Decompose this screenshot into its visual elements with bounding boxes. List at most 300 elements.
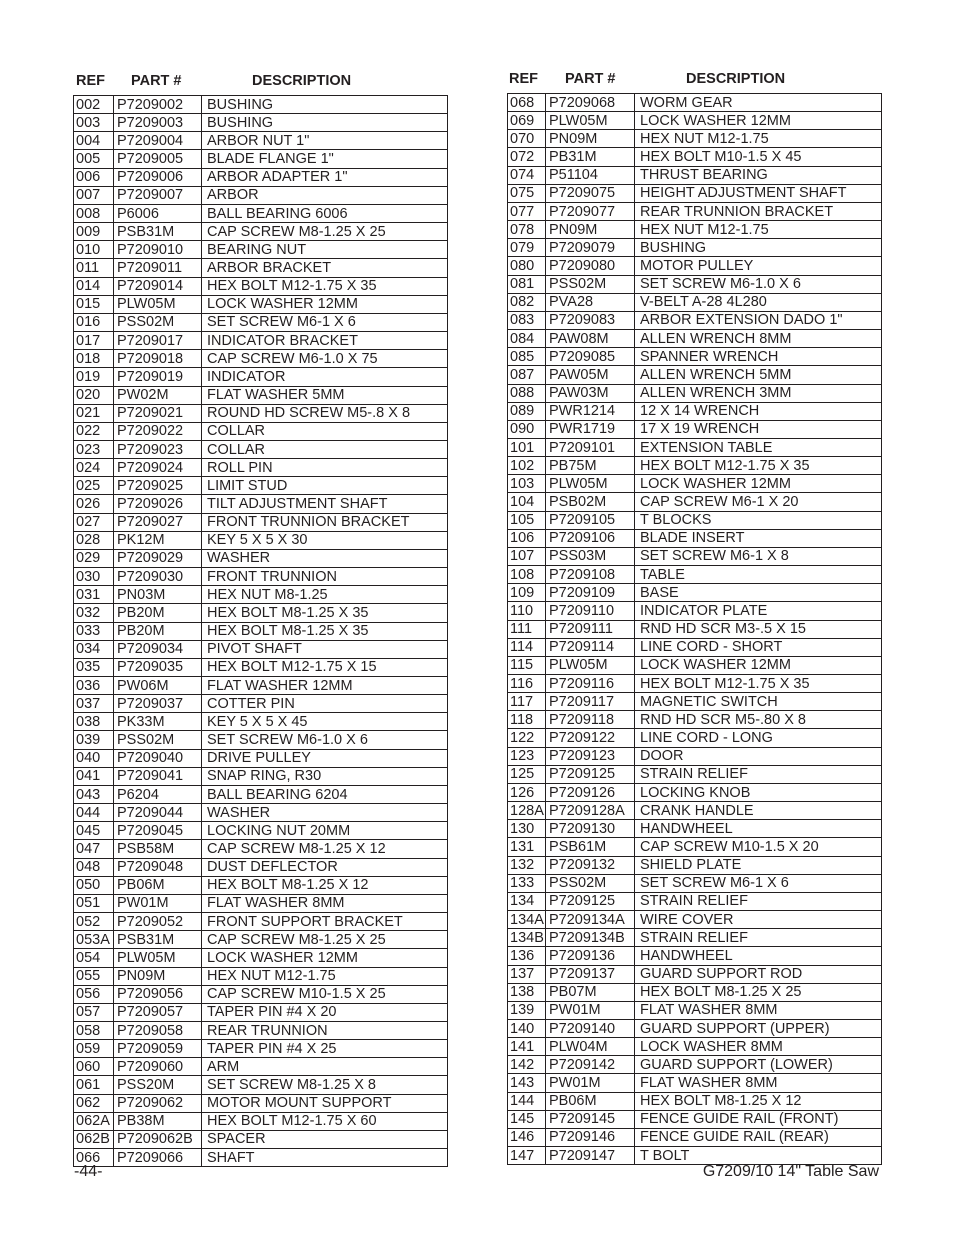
description-cell: RND HD SCR M3-.5 X 15 xyxy=(635,620,882,638)
ref-cell: 128A xyxy=(510,802,544,819)
table-row xyxy=(508,184,882,202)
description-cell: HEX NUT M12-1.75 xyxy=(635,221,882,239)
description-cell: TILT ADJUSTMENT SHAFT xyxy=(202,495,448,513)
table-row xyxy=(74,695,448,713)
part-number-cell: P7209052 xyxy=(114,913,202,931)
ref-cell: 136 xyxy=(510,947,535,964)
ref-cell: 147 xyxy=(510,1147,535,1164)
description-cell: HEIGHT ADJUSTMENT SHAFT xyxy=(635,184,882,202)
ref-cell: 055 xyxy=(76,968,101,985)
description-cell: BLADE FLANGE 1" xyxy=(202,150,448,168)
ref-cell: 108 xyxy=(510,566,535,583)
table-row xyxy=(508,148,882,166)
ref-cell: 132 xyxy=(510,857,535,874)
table-row xyxy=(74,531,448,549)
table-row xyxy=(74,658,448,676)
ref-cell: 144 xyxy=(510,1093,535,1110)
table-row xyxy=(508,1147,882,1165)
ref-cell: 145 xyxy=(510,1111,535,1128)
table-row xyxy=(508,983,882,1001)
page-number: -44- xyxy=(74,1163,103,1180)
ref-cell: 045 xyxy=(76,822,101,839)
description-cell: LINE CORD - LONG xyxy=(635,729,882,747)
description-cell: HEX BOLT M8-1.25 X 35 xyxy=(202,622,448,640)
part-number-cell: P7209080 xyxy=(546,257,635,275)
table-row xyxy=(508,511,882,529)
ref-cell: 060 xyxy=(76,1058,101,1075)
ref-cell: 115 xyxy=(510,657,534,674)
description-cell: HEX BOLT M12-1.75 X 35 xyxy=(635,675,882,693)
description-cell: HEX BOLT M8-1.25 X 12 xyxy=(202,876,448,894)
part-number-cell: P7209007 xyxy=(114,186,202,204)
part-number-cell: P7209132 xyxy=(546,856,635,874)
part-number-cell: P7209019 xyxy=(114,368,202,386)
table-row xyxy=(508,947,882,965)
part-number-cell: P7209056 xyxy=(114,985,202,1003)
part-number-cell: P7209060 xyxy=(114,1058,202,1076)
table-row xyxy=(74,368,448,386)
parts-table-left xyxy=(73,95,448,1167)
description-cell: FRONT TRUNNION xyxy=(202,568,448,586)
ref-cell: 085 xyxy=(510,348,535,365)
table-row xyxy=(508,493,882,511)
part-number-cell: P7209023 xyxy=(114,440,202,458)
part-number-cell: P7209034 xyxy=(114,640,202,658)
table-row xyxy=(508,166,882,184)
description-cell: SET SCREW M6-1 X 6 xyxy=(202,313,448,331)
description-cell: ARM xyxy=(202,1058,448,1076)
description-cell: TAPER PIN #4 X 20 xyxy=(202,1003,448,1021)
description-cell: SPACER xyxy=(202,1130,448,1148)
part-number-cell: P7209017 xyxy=(114,332,202,350)
ref-cell: 142 xyxy=(510,1056,535,1073)
part-number-cell: PLW05M xyxy=(546,112,635,130)
part-number-cell: P7209005 xyxy=(114,150,202,168)
description-cell: FLAT WASHER 8MM xyxy=(635,1001,882,1019)
ref-cell: 068 xyxy=(510,94,535,111)
ref-cell: 020 xyxy=(76,387,101,404)
ref-cell: 059 xyxy=(76,1040,101,1057)
description-cell: HEX NUT M12-1.75 xyxy=(202,967,448,985)
table-row xyxy=(508,675,882,693)
table-row xyxy=(74,332,448,350)
table-row xyxy=(74,459,448,477)
description-cell: SNAP RING, R30 xyxy=(202,767,448,785)
description-cell: LOCK WASHER 12MM xyxy=(202,949,448,967)
part-number-cell: P7209044 xyxy=(114,804,202,822)
description-cell: WIRE COVER xyxy=(635,911,882,929)
part-number-cell: PSS02M xyxy=(546,874,635,892)
part-number-cell: P7209140 xyxy=(546,1019,635,1037)
description-cell: HEX BOLT M8-1.25 X 12 xyxy=(635,1092,882,1110)
description-cell: ROUND HD SCREW M5-.8 X 8 xyxy=(202,404,448,422)
ref-cell: 018 xyxy=(76,350,101,367)
description-cell: SPANNER WRENCH xyxy=(635,348,882,366)
ref-cell: 058 xyxy=(76,1022,101,1039)
table-row xyxy=(508,1074,882,1092)
ref-cell: 103 xyxy=(510,475,535,492)
description-cell: THRUST BEARING xyxy=(635,166,882,184)
table-row xyxy=(74,295,448,313)
part-number-cell: P7209057 xyxy=(114,1003,202,1021)
table-row xyxy=(508,838,882,856)
description-cell: 12 X 14 WRENCH xyxy=(635,402,882,420)
table-row xyxy=(508,366,882,384)
description-cell: CAP SCREW M8-1.25 X 12 xyxy=(202,840,448,858)
description-cell: BUSHING xyxy=(202,114,448,132)
table-row xyxy=(74,186,448,204)
ref-cell: 037 xyxy=(76,695,101,712)
table-row xyxy=(508,293,882,311)
table-row xyxy=(508,275,882,293)
description-cell: SET SCREW M6-1.0 X 6 xyxy=(202,731,448,749)
table-row xyxy=(74,1040,448,1058)
ref-cell: 066 xyxy=(76,1149,101,1166)
parts-list-left xyxy=(73,73,448,1167)
part-number-cell: P6006 xyxy=(114,204,202,222)
table-row xyxy=(74,967,448,985)
ref-cell: 126 xyxy=(510,784,535,801)
description-cell: COLLAR xyxy=(202,440,448,458)
ref-cell: 143 xyxy=(510,1075,535,1092)
ref-cell: 133 xyxy=(510,875,535,892)
table-row xyxy=(74,876,448,894)
table-row xyxy=(508,802,882,820)
part-number-cell: PSB31M xyxy=(114,223,202,241)
ref-cell: 061 xyxy=(76,1077,101,1094)
ref-header: REF xyxy=(76,73,105,89)
table-row xyxy=(74,586,448,604)
description-cell: CAP SCREW M8-1.25 X 25 xyxy=(202,223,448,241)
table-row xyxy=(74,568,448,586)
part-number-cell: PSB61M xyxy=(546,838,635,856)
table-row xyxy=(508,475,882,493)
table-row xyxy=(74,495,448,513)
description-cell: TABLE xyxy=(635,566,882,584)
description-cell: KEY 5 X 5 X 45 xyxy=(202,713,448,731)
part-number-cell: P7209116 xyxy=(546,675,635,693)
description-cell: EXTENSION TABLE xyxy=(635,438,882,456)
table-row xyxy=(74,713,448,731)
part-number-header: PART # xyxy=(131,73,182,89)
part-number-cell: P7209025 xyxy=(114,477,202,495)
ref-cell: 036 xyxy=(76,677,101,694)
part-number-cell: P7209024 xyxy=(114,459,202,477)
ref-cell: 082 xyxy=(510,294,535,311)
description-cell: ARBOR EXTENSION DADO 1" xyxy=(635,311,882,329)
ref-cell: 087 xyxy=(510,366,535,383)
part-number-cell: PWR1719 xyxy=(546,420,635,438)
part-number-cell: P7209021 xyxy=(114,404,202,422)
part-number-cell: P7209026 xyxy=(114,495,202,513)
part-number-cell: P7209077 xyxy=(546,202,635,220)
description-cell: STRAIN RELIEF xyxy=(635,929,882,947)
description-cell: MOTOR PULLEY xyxy=(635,257,882,275)
table-row xyxy=(74,949,448,967)
part-number-cell: P7209134A xyxy=(546,911,635,929)
part-number-cell: PSS03M xyxy=(546,547,635,565)
description-cell: T BLOCKS xyxy=(635,511,882,529)
description-cell: HEX BOLT M8-1.25 X 25 xyxy=(635,983,882,1001)
description-cell: CAP SCREW M6-1 X 20 xyxy=(635,493,882,511)
table-row xyxy=(74,259,448,277)
description-cell: SHIELD PLATE xyxy=(635,856,882,874)
table-row xyxy=(508,257,882,275)
description-cell: DRIVE PULLEY xyxy=(202,749,448,767)
description-cell: LIMIT STUD xyxy=(202,477,448,495)
part-number-cell: PB06M xyxy=(114,876,202,894)
table-row xyxy=(508,239,882,257)
description-cell: BASE xyxy=(635,584,882,602)
part-number-cell: PAW03M xyxy=(546,384,635,402)
table-row xyxy=(508,602,882,620)
description-cell: FLAT WASHER 8MM xyxy=(202,894,448,912)
part-number-cell: P7209011 xyxy=(114,259,202,277)
description-header: DESCRIPTION xyxy=(252,73,352,89)
table-row xyxy=(508,1001,882,1019)
table-row xyxy=(508,892,882,910)
ref-cell: 088 xyxy=(510,385,535,402)
part-number-cell: P7209125 xyxy=(546,765,635,783)
part-number-cell: PN03M xyxy=(114,586,202,604)
table-row xyxy=(74,622,448,640)
ref-cell: 123 xyxy=(510,748,535,765)
ref-cell: 090 xyxy=(510,421,535,438)
ref-cell: 138 xyxy=(510,984,535,1001)
table-row xyxy=(508,384,882,402)
table-row xyxy=(74,1112,448,1130)
ref-cell: 078 xyxy=(510,221,535,238)
ref-cell: 102 xyxy=(510,457,535,474)
part-number-cell: P7209118 xyxy=(546,711,635,729)
table-row xyxy=(508,911,882,929)
description-cell: CAP SCREW M6-1.0 X 75 xyxy=(202,350,448,368)
ref-cell: 035 xyxy=(76,659,101,676)
description-cell: RND HD SCR M5-.80 X 8 xyxy=(635,711,882,729)
table-row xyxy=(74,404,448,422)
ref-cell: 134A xyxy=(510,911,544,928)
ref-cell: 006 xyxy=(76,169,101,186)
part-number-cell: PB31M xyxy=(546,148,635,166)
description-cell: INDICATOR xyxy=(202,368,448,386)
part-number-cell: P7209128A xyxy=(546,802,635,820)
description-cell: ARBOR NUT 1" xyxy=(202,132,448,150)
ref-cell: 002 xyxy=(76,96,101,113)
table-row xyxy=(508,620,882,638)
table-row xyxy=(74,549,448,567)
description-cell: STRAIN RELIEF xyxy=(635,765,882,783)
part-number-cell: P7209145 xyxy=(546,1110,635,1128)
description-cell: BUSHING xyxy=(202,96,448,114)
ref-cell: 122 xyxy=(510,730,535,747)
description-cell: ROLL PIN xyxy=(202,459,448,477)
part-number-cell: P7209048 xyxy=(114,858,202,876)
table-row xyxy=(508,420,882,438)
part-number-cell: PVA28 xyxy=(546,293,635,311)
ref-cell: 052 xyxy=(76,913,101,930)
ref-cell: 056 xyxy=(76,986,101,1003)
ref-cell: 084 xyxy=(510,330,535,347)
part-number-cell: P7209022 xyxy=(114,422,202,440)
table-row xyxy=(74,604,448,622)
table-row xyxy=(508,1128,882,1146)
ref-cell: 033 xyxy=(76,623,101,640)
description-cell: SET SCREW M8-1.25 X 8 xyxy=(202,1076,448,1094)
part-number-cell: P51104 xyxy=(546,166,635,184)
document-title: G7209/10 14" Table Saw xyxy=(702,1163,879,1180)
table-row xyxy=(508,566,882,584)
ref-cell: 028 xyxy=(76,532,101,549)
table-row xyxy=(74,1021,448,1039)
table-row xyxy=(74,114,448,132)
table-row xyxy=(74,277,448,295)
part-number-cell: P7209147 xyxy=(546,1147,635,1165)
description-cell: GUARD SUPPORT ROD xyxy=(635,965,882,983)
part-number-cell: P7209045 xyxy=(114,822,202,840)
part-number-cell: P7209146 xyxy=(546,1128,635,1146)
description-cell: TAPER PIN #4 X 25 xyxy=(202,1040,448,1058)
description-cell: HEX NUT M12-1.75 xyxy=(635,130,882,148)
part-number-header: PART # xyxy=(565,71,616,87)
table-row xyxy=(74,931,448,949)
part-number-cell: PB07M xyxy=(546,983,635,1001)
part-number-cell: PB20M xyxy=(114,604,202,622)
table-row xyxy=(508,112,882,130)
table-row xyxy=(74,440,448,458)
description-cell: REAR TRUNNION BRACKET xyxy=(635,202,882,220)
ref-cell: 089 xyxy=(510,403,535,420)
ref-cell: 069 xyxy=(510,112,535,129)
description-cell: PIVOT SHAFT xyxy=(202,640,448,658)
description-cell: T BOLT xyxy=(635,1147,882,1165)
description-cell: HEX NUT M8-1.25 xyxy=(202,586,448,604)
ref-cell: 032 xyxy=(76,604,101,621)
table-row xyxy=(74,1058,448,1076)
part-number-cell: P7209035 xyxy=(114,658,202,676)
ref-cell: 062A xyxy=(76,1113,110,1130)
ref-cell: 134 xyxy=(510,893,535,910)
part-number-cell: P7209122 xyxy=(546,729,635,747)
table-row xyxy=(508,747,882,765)
description-cell: ALLEN WRENCH 8MM xyxy=(635,330,882,348)
table-row xyxy=(74,913,448,931)
table-row xyxy=(74,513,448,531)
ref-cell: 014 xyxy=(76,278,101,295)
table-row xyxy=(74,894,448,912)
part-number-cell: PLW05M xyxy=(114,295,202,313)
description-cell: HEX BOLT M10-1.5 X 45 xyxy=(635,148,882,166)
table-row xyxy=(74,840,448,858)
ref-cell: 011 xyxy=(76,259,100,276)
description-cell: HEX BOLT M12-1.75 X 60 xyxy=(202,1112,448,1130)
part-number-cell: P6204 xyxy=(114,785,202,803)
table-row xyxy=(74,677,448,695)
table-row xyxy=(74,241,448,259)
description-cell: ALLEN WRENCH 3MM xyxy=(635,384,882,402)
ref-cell: 137 xyxy=(510,966,535,983)
part-number-cell: P7209114 xyxy=(546,638,635,656)
part-number-cell: P7209130 xyxy=(546,820,635,838)
part-number-cell: PN09M xyxy=(546,221,635,239)
ref-cell: 043 xyxy=(76,786,101,803)
description-cell: WORM GEAR xyxy=(635,94,882,112)
table-row xyxy=(74,749,448,767)
part-number-cell: P7209101 xyxy=(546,438,635,456)
ref-cell: 062 xyxy=(76,1095,101,1112)
ref-cell: 081 xyxy=(510,276,535,293)
ref-cell: 029 xyxy=(76,550,101,567)
table-row xyxy=(74,350,448,368)
table-row xyxy=(74,767,448,785)
ref-cell: 039 xyxy=(76,732,101,749)
ref-cell: 146 xyxy=(510,1129,535,1146)
part-number-cell: P7209002 xyxy=(114,96,202,114)
description-cell: ALLEN WRENCH 5MM xyxy=(635,366,882,384)
ref-cell: 130 xyxy=(510,820,535,837)
ref-cell: 125 xyxy=(510,766,535,783)
part-number-cell: PLW05M xyxy=(546,656,635,674)
ref-cell: 022 xyxy=(76,423,101,440)
description-cell: REAR TRUNNION xyxy=(202,1021,448,1039)
part-number-cell: PB38M xyxy=(114,1112,202,1130)
table-row xyxy=(74,985,448,1003)
part-number-cell: P7209117 xyxy=(546,693,635,711)
column-headers xyxy=(507,71,882,93)
ref-cell: 003 xyxy=(76,114,101,131)
part-number-cell: PW01M xyxy=(114,894,202,912)
part-number-cell: P7209062 xyxy=(114,1094,202,1112)
table-row xyxy=(74,804,448,822)
table-row xyxy=(508,929,882,947)
part-number-cell: P7209041 xyxy=(114,767,202,785)
ref-cell: 004 xyxy=(76,132,101,149)
table-row xyxy=(508,94,882,112)
part-number-cell: P7209142 xyxy=(546,1056,635,1074)
description-cell: INDICATOR PLATE xyxy=(635,602,882,620)
table-row xyxy=(508,221,882,239)
ref-cell: 141 xyxy=(510,1038,535,1055)
ref-cell: 038 xyxy=(76,713,101,730)
table-row xyxy=(508,711,882,729)
ref-cell: 070 xyxy=(510,130,535,147)
table-row xyxy=(508,656,882,674)
description-cell: SET SCREW M6-1 X 6 xyxy=(635,874,882,892)
table-row xyxy=(508,348,882,366)
ref-cell: 101 xyxy=(510,439,535,456)
table-row xyxy=(74,785,448,803)
description-cell: LOCK WASHER 12MM xyxy=(202,295,448,313)
ref-cell: 079 xyxy=(510,239,535,256)
part-number-cell: P7209058 xyxy=(114,1021,202,1039)
description-cell: HEX BOLT M12-1.75 X 15 xyxy=(202,658,448,676)
part-number-cell: P7209006 xyxy=(114,168,202,186)
ref-cell: 053A xyxy=(76,931,110,948)
ref-cell: 025 xyxy=(76,477,101,494)
description-cell: CAP SCREW M10-1.5 X 20 xyxy=(635,838,882,856)
description-cell: ARBOR ADAPTER 1" xyxy=(202,168,448,186)
ref-cell: 008 xyxy=(76,205,101,222)
table-row xyxy=(74,150,448,168)
part-number-cell: P7209010 xyxy=(114,241,202,259)
ref-cell: 050 xyxy=(76,877,101,894)
table-row xyxy=(508,1110,882,1128)
part-number-cell: P7209062B xyxy=(114,1130,202,1148)
description-cell: BEARING NUT xyxy=(202,241,448,259)
description-header: DESCRIPTION xyxy=(686,71,786,87)
table-row xyxy=(74,858,448,876)
table-row xyxy=(508,1019,882,1037)
description-cell: CAP SCREW M8-1.25 X 25 xyxy=(202,931,448,949)
